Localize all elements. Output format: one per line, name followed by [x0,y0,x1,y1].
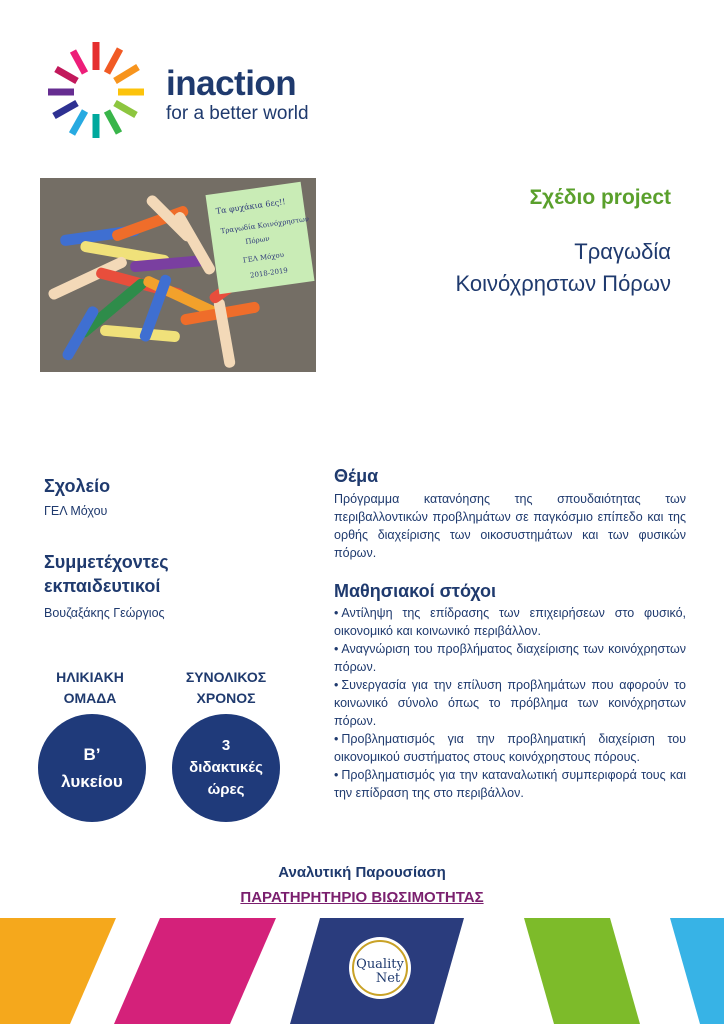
brand-logo [40,36,340,146]
qualitynet-line2: Net [375,971,401,986]
total-time-value-line: διδακτικές [189,759,263,776]
project-title-line: Τραγωδία [574,239,671,264]
project-photo [40,178,316,372]
project-label: Σχέδιο project [529,186,671,209]
note-line: Πόρων [244,234,271,247]
school-value: ΓΕΛ Μόχου [44,504,108,518]
project-title [311,236,671,300]
brand-action: action [196,64,297,103]
theme-heading: Θέμα [334,466,379,486]
magenta-stripe [114,918,276,1024]
project-title-line: Κοινόχρηστων Πόρων [455,271,671,296]
brand-tagline: for a better world [166,103,309,124]
objective-item: • Αναγνώριση του προβλήματος διαχείρισης των κοινόχρηστων πόρων. [334,640,686,676]
total-time-value-line: 3 [221,737,231,754]
note-line: ΓΕΛ Μόχου [242,250,285,265]
teachers-heading-line: Συμμετέχοντες [44,552,169,572]
teachers-heading [44,550,169,598]
sunburst-logo-icon [40,36,152,148]
orange-stripe [0,918,116,1024]
age-group-value-line: λυκείου [61,772,123,791]
brand-in: in [166,64,197,103]
age-group-badge [38,714,146,822]
objective-item: • Προβληματισμός για την προβληματική διαχείριση του οικονομικού συστήματος στους κοινόχρηστους πόρους. [334,730,686,766]
brand-name [166,66,296,101]
objective-item: • Προβληματισμός για την καταναλωτική συμπεριφορά τους και την επίδραση της στο περιβάλλον. [334,766,686,802]
footer-title: Αναλυτική Παρουσίαση [278,864,446,881]
age-group-label-line: ΗΛΙΚΙΑΚΗ [56,669,124,685]
qualitynet-line1: Quality [356,957,404,972]
note-line: 2018-2019 [249,266,289,280]
age-group-label [30,667,150,709]
cyan-stripe [670,918,724,1024]
total-time-value-line: ώρες [207,781,245,798]
total-time-label-line: ΣΥΝΟΛΙΚΟΣ [185,669,267,685]
objectives-list [334,604,686,802]
age-group-value-line: Β’ [83,745,101,764]
teachers-value: Βουζαξάκης Γεώργιος [44,606,165,620]
objective-item: • Συνεργασία για την επίλυση προβλημάτων που αφορούν το κοινωνικό σύνολο όπως το πρόβλημα των κοινόχρηστων πόρων. [334,676,686,730]
total-time-label [166,667,286,709]
age-group-label-line: ΟΜΑΔΑ [63,690,117,706]
qualitynet-logo-icon [349,937,411,999]
sustainability-observatory-link[interactable]: ΠΑΡΑΤΗΡΗΤΗΡΙΟ ΒΙΩΣΙΜΟΤΗΤΑΣ [240,889,484,906]
total-time-label-line: ΧΡΟΝΟΣ [196,690,256,706]
school-heading: Σχολείο [44,476,111,496]
lime-stripe [524,918,640,1024]
objectives-heading: Μαθησιακοί στόχοι [334,581,496,601]
sticky-note [206,181,316,294]
teachers-heading-line: εκπαιδευτικοί [44,576,161,596]
note-line: Τα φυχάκια 6ες!! [215,197,287,216]
theme-text: Πρόγραμμα κατανόησης της σπουδαιότητας των περιβαλλοντικών προβλημάτων σε παγκόσμιο επίπεδο και της ορθής διαχείρισης των οικοσυστημάτων και των φυσικών πόρων. [334,492,686,560]
total-time-badge [172,714,280,822]
note-line: Τραγωδία Κοινόχρηστων [220,215,310,236]
footer-stripes [0,918,724,1024]
objective-item: • Αντίληψη της επίδρασης των επιχειρήσεων στο φυσικό, οικονομικό και κοινωνικό περιβάλλον. [334,604,686,640]
